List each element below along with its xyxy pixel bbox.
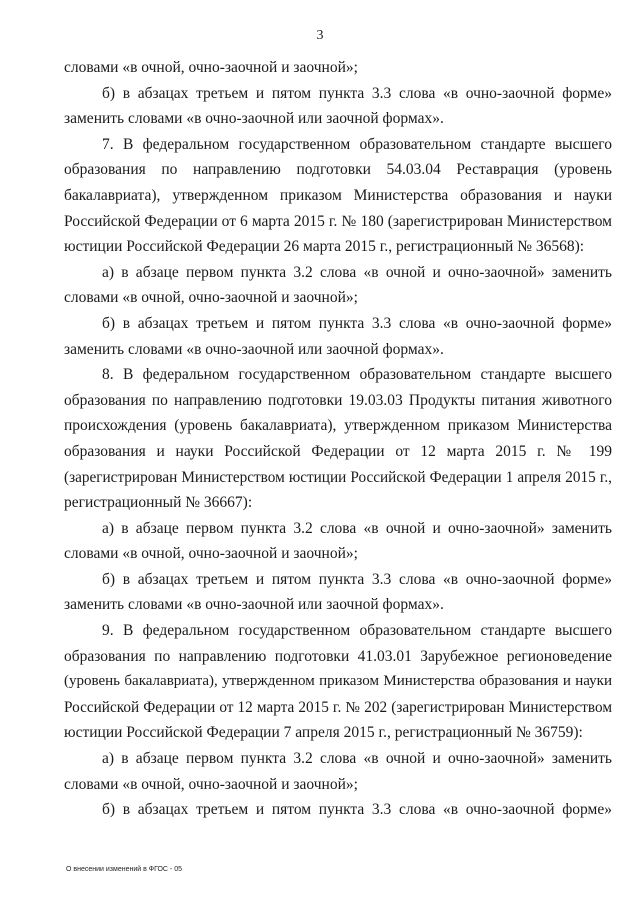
text-line: Российской Федерации от 6 марта 2015 г. № 180 (зарегистрирован Министерством [64, 212, 612, 230]
text-line: образования по направлению подготовки 41.03.01 Зарубежное регионоведение [64, 647, 612, 665]
text-line: юстиции Российской Федерации 26 марта 2015 г., регистрационный № 36568): [64, 238, 585, 256]
text-line: (зарегистрирован Министерством юстиции Российской Федерации 1 апреля 2015 г., [64, 468, 612, 486]
text-line: юстиции Российской Федерации 7 апреля 2015 г., регистрационный № 36759): [64, 724, 583, 742]
text-line: б) в абзацах третьем и пятом пункта 3.3 слова «в очно-заочной форме» [102, 84, 612, 102]
text-line: (уровень бакалавриата), утвержденном приказом Министерства образования и науки [64, 673, 612, 690]
text-line: словами «в очной, очно-заочной и заочной»; [64, 775, 358, 793]
text-line: Российской Федерации от 12 марта 2015 г. № 202 (зарегистрирован Министерством [64, 698, 612, 716]
text-line: словами «в очной, очно-заочной и заочной»; [64, 59, 358, 76]
text-line: б) в абзацах третьем и пятом пункта 3.3 слова «в очно-заочной форме» [102, 570, 612, 588]
text-line: заменить словами «в очно-заочной или заочной формах». [64, 340, 444, 358]
document-footer: О внесении изменений в ФГОС - 05 [66, 866, 182, 873]
text-line: словами «в очной, очно-заочной и заочной»; [64, 289, 358, 307]
text-line: б) в абзацах третьем и пятом пункта 3.3 слова «в очно-заочной форме» [102, 314, 612, 332]
text-line: заменить словами «в очно-заочной или заочной формах». [64, 110, 444, 128]
text-line: образования по направлению подготовки 54.03.04 Реставрация (уровень [64, 161, 612, 179]
text-line: происхождения (уровень бакалавриата), утвержденном приказом Министерства [64, 417, 612, 435]
text-line: 9. В федеральном государственном образовательном стандарте высшего [102, 622, 612, 640]
text-line: а) в абзаце первом пункта 3.2 слова «в очной и очно-заочной» заменить [102, 263, 612, 281]
text-line: образования по направлению подготовки 19.03.03 Продукты питания животного [64, 391, 612, 409]
text-line: 7. В федеральном государственном образовательном стандарте высшего [102, 135, 612, 153]
text-line: словами «в очной, очно-заочной и заочной»; [64, 545, 358, 563]
text-line: регистрационный № 36667): [64, 494, 253, 512]
text-line: 8. В федеральном государственном образовательном стандарте высшего [102, 366, 612, 384]
text-line: бакалавриата), утвержденном приказом Министерства образования и науки [64, 186, 612, 204]
document-body [64, 55, 612, 823]
text-line: а) в абзаце первом пункта 3.2 слова «в очной и очно-заочной» заменить [102, 750, 612, 768]
text-line: а) в абзаце первом пункта 3.2 слова «в очной и очно-заочной» заменить [102, 519, 612, 537]
text-line: образования и науки Российской Федерации от 12 марта 2015 г. № 199 [64, 442, 612, 460]
text-line: б) в абзацах третьем и пятом пункта 3.3 слова «в очно-заочной форме» [102, 801, 612, 819]
page-number: 3 [316, 28, 324, 43]
text-line: заменить словами «в очно-заочной или заочной формах». [64, 596, 444, 614]
